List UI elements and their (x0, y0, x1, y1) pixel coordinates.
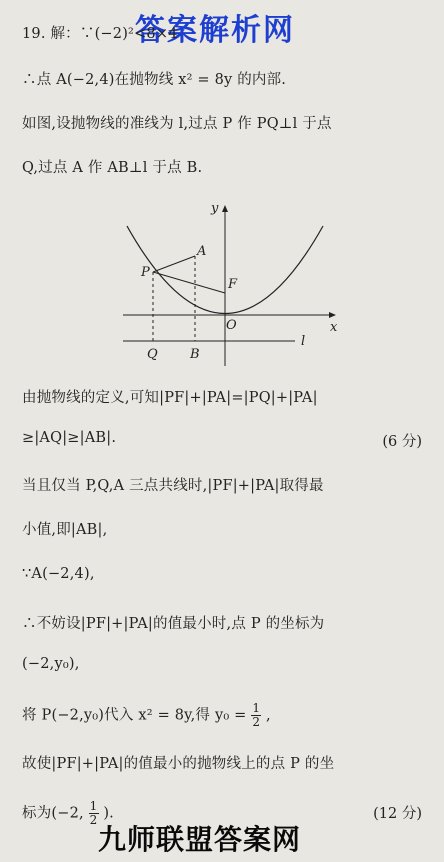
solution-line-5: 由抛物线的定义,可知|PF|+|PA|=|PQ|+|PA| (22, 390, 318, 406)
solution-line-3: 如图,设抛物线的准线为 l,过点 P 作 PQ⊥l 于点 (22, 116, 332, 132)
score-12: (12 分) (373, 806, 422, 822)
fraction-denominator: 2 (252, 715, 261, 729)
parabola-figure (115, 196, 345, 376)
watermark-top: 答案解析网 (135, 13, 295, 48)
fraction-one-half (251, 702, 261, 729)
solution-line-13: 故使|PF|+|PA|的值最小的抛物线上的点 P 的坐 (22, 756, 335, 772)
point-f-label: F (228, 277, 238, 292)
solution-line-2: ∴点 A(−2,4)在抛物线 x² = 8y 的内部. (22, 72, 287, 88)
score-6: (6 分) (382, 434, 422, 450)
answer-prefix: 标为(−2, (22, 805, 84, 822)
answer-fraction-denominator: 2 (89, 813, 98, 827)
solution-line-6: ≥|AQ|≥|AB|. (22, 430, 117, 446)
substitution-end: , (265, 707, 271, 724)
origin-label: O (226, 318, 237, 333)
watermark-bottom: 九师联盟答案网 (98, 823, 302, 856)
x-axis-label: x (330, 320, 338, 335)
solution-line-4: Q,过点 A 作 AB⊥l 于点 B. (22, 160, 203, 176)
y-axis-label: y (211, 201, 219, 216)
solution-line-8: 小值,即|AB|, (22, 522, 108, 538)
point-a-label: A (197, 244, 207, 259)
x-axis-arrow (329, 312, 336, 318)
solution-line-7: 当且仅当 P,Q,A 三点共线时,|PF|+|PA|取得最 (22, 478, 324, 494)
fraction-numerator: 1 (252, 701, 261, 715)
solution-line-9: ∵A(−2,4), (22, 566, 95, 582)
answer-suffix: ). (103, 805, 114, 822)
answer-fraction-numerator: 1 (89, 799, 98, 813)
point-p-label: P (141, 265, 150, 280)
substitution-text: 将 P(−2,y₀)代入 x² = 8y,得 y₀ = (22, 707, 247, 724)
point-q-label: Q (147, 347, 158, 362)
directrix-label: l (301, 334, 306, 349)
solution-line-11: (−2,y₀), (22, 656, 80, 672)
point-b-label: B (190, 347, 200, 362)
solution-line-1: 19. 解：∵(−2)²<8×4 (22, 26, 178, 42)
segment-pa (153, 256, 195, 272)
y-axis-arrow (222, 205, 228, 212)
solution-line-12 (22, 702, 271, 729)
solution-line-10: ∴不妨设|PF|+|PA|的值最小时,点 P 的坐标为 (22, 616, 325, 632)
segment-pf (153, 272, 225, 293)
